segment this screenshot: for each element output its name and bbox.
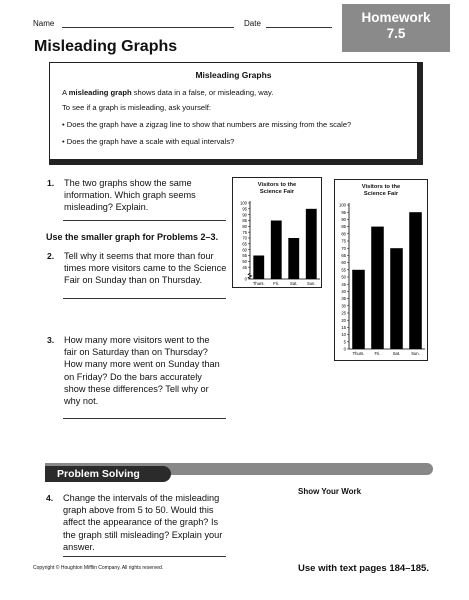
question-2-number: 2. bbox=[47, 251, 55, 261]
chart-1-category-label: Sat. bbox=[290, 281, 298, 286]
chart-2-bar-fri bbox=[371, 227, 384, 349]
bullet-intervals-text: Does the graph have a scale with equal intervals? bbox=[66, 137, 235, 146]
chart-2-tick-label: 40 bbox=[341, 289, 346, 294]
chart-1-tick-label: 0 bbox=[244, 276, 247, 282]
bullet-zigzag-text: Does the graph have a zigzag line to show that numbers are missing from the scale? bbox=[66, 120, 352, 129]
name-line[interactable] bbox=[62, 27, 234, 28]
chart-1-title-line1: Visitors to the bbox=[257, 182, 297, 188]
definition-box bbox=[49, 62, 423, 165]
copyright-text: Copyright © Houghton Mifflin Company. All rights reserved. bbox=[33, 565, 164, 571]
chart-1-bar-thurs bbox=[253, 256, 264, 280]
chart-2-tick-label: 100 bbox=[339, 202, 346, 208]
chart-1-tick-label: 55 bbox=[242, 253, 247, 259]
date-line[interactable] bbox=[266, 27, 332, 28]
chart-2-tick-label: 45 bbox=[341, 281, 346, 287]
question-3 bbox=[47, 334, 224, 407]
question-1-text: The two graphs show the same information. Which graph seems misleading? Explain. bbox=[64, 178, 196, 213]
question-1-number: 1. bbox=[47, 178, 55, 188]
chart-1-tick-label: 45 bbox=[242, 264, 247, 270]
chart-2-category-label: Thurs. bbox=[352, 351, 365, 356]
chart-1-bar-sun bbox=[306, 209, 317, 279]
chart-2-tick-label: 60 bbox=[341, 260, 346, 266]
chart-2-tick-label: 80 bbox=[341, 231, 346, 237]
chart-1-tick-label: 100 bbox=[240, 200, 247, 206]
question-1 bbox=[47, 177, 224, 214]
chart-2-tick-label: 70 bbox=[341, 245, 346, 251]
bullet-intervals: • Does the graph have a scale with equal intervals? bbox=[62, 137, 235, 146]
misleading-chart bbox=[232, 177, 322, 288]
chart-2-tick-label: 90 bbox=[341, 217, 346, 222]
chart-1-category-label: Thurs. bbox=[252, 281, 265, 286]
chart-2-tick-label: 55 bbox=[341, 267, 346, 273]
page-title: Misleading Graphs bbox=[34, 38, 178, 55]
date-label: Date bbox=[244, 19, 261, 28]
answer-line-3[interactable] bbox=[63, 418, 226, 419]
question-2-text: Tell why it seems that more than four times more visitors came to the Science Fair on Sunday than on Thursday. bbox=[64, 251, 227, 286]
chart-2-tick-label: 30 bbox=[341, 303, 346, 309]
chart-2-title-line2: Science Fair bbox=[363, 191, 399, 197]
name-label: Name bbox=[33, 19, 55, 28]
chart-2-plot bbox=[335, 180, 429, 362]
chart-2-tick-label: 75 bbox=[341, 238, 346, 244]
chart-1-tick-label: 90 bbox=[242, 212, 247, 218]
answer-line-4[interactable] bbox=[63, 556, 226, 557]
chart-2-tick-label: 0 bbox=[343, 346, 346, 352]
chart-1-tick-label: 80 bbox=[242, 223, 247, 229]
definition-text bbox=[62, 88, 273, 97]
chart-1-plot bbox=[233, 178, 323, 289]
chart-1-title-line2: Science Fair bbox=[259, 189, 295, 195]
chart-1-bar-fri bbox=[271, 221, 282, 280]
answer-line-2[interactable] bbox=[63, 298, 226, 299]
chart-2-tick-label: 20 bbox=[341, 317, 346, 323]
chart-1-tick-label: 60 bbox=[242, 247, 247, 253]
chart-2-bar-sun bbox=[409, 212, 422, 349]
chart-1-tick-label: 75 bbox=[242, 229, 247, 235]
question-3-number: 3. bbox=[47, 335, 55, 345]
chart-2-category-label: Sat. bbox=[392, 351, 401, 356]
chart-2-tick-label: 15 bbox=[341, 325, 346, 330]
definition-prefix: A bbox=[62, 88, 69, 97]
chart-2-tick-label: 50 bbox=[341, 274, 346, 280]
chart-1-tick-label: 50 bbox=[242, 258, 247, 264]
chart-2-tick-label: 35 bbox=[341, 296, 346, 302]
chart-2-tick-label: 85 bbox=[341, 224, 346, 230]
chart-2-tick-label: 95 bbox=[341, 209, 346, 215]
answer-line-1[interactable] bbox=[63, 220, 226, 221]
chart-1-tick-label: 65 bbox=[242, 241, 247, 247]
chart-2-bar-thurs bbox=[352, 270, 365, 349]
chart-1-category-label: Fri. bbox=[273, 281, 280, 286]
homework-badge bbox=[342, 4, 450, 52]
show-your-work-label: Show Your Work bbox=[298, 487, 362, 496]
bullet-zigzag: • Does the graph have a zigzag line to show that numbers are missing from the scale? bbox=[62, 120, 352, 129]
question-4-text: Change the intervals of the misleading graph above from 5 to 50. Would this affect the appearance of the graph? Is the graph still misleading? Explain your answer. bbox=[63, 493, 223, 552]
question-3-text: How many more visitors went to the fair on Saturday than on Thursday? How many more went on Sunday than on Friday? Do the bars accurately show these differences? Tell why or why not. bbox=[64, 335, 220, 407]
homework-number: 7.5 bbox=[386, 26, 406, 41]
question-2 bbox=[47, 250, 234, 287]
chart-2-category-label: Fri. bbox=[374, 351, 381, 356]
chart-1-category-label: Sun. bbox=[306, 281, 316, 286]
chart-2-tick-label: 25 bbox=[341, 310, 346, 316]
chart-1-tick-label: 70 bbox=[242, 235, 247, 241]
chart-2-tick-label: 65 bbox=[341, 253, 346, 258]
chart-2-tick-label: 5 bbox=[343, 339, 346, 345]
definition-box-title: Misleading Graphs bbox=[195, 70, 272, 80]
chart-2-category-label: Sun. bbox=[411, 351, 420, 356]
chart-2-title-line1: Visitors to the bbox=[361, 184, 401, 190]
question-4 bbox=[46, 492, 233, 553]
ask-yourself-text: To see if a graph is misleading, ask yourself: bbox=[62, 103, 211, 112]
definition-term: misleading graph bbox=[68, 88, 132, 97]
chart-2-bar-sat bbox=[390, 248, 403, 349]
instruction-text: Use the smaller graph for Problems 2–3. bbox=[46, 232, 219, 242]
chart-1-tick-label: 95 bbox=[242, 206, 247, 212]
text-pages-reference: Use with text pages 184–185. bbox=[298, 563, 429, 574]
question-4-number: 4. bbox=[46, 493, 54, 503]
chart-1-tick-label: 85 bbox=[242, 218, 247, 224]
chart-2-tick-label: 10 bbox=[341, 332, 346, 338]
full-scale-chart bbox=[334, 179, 428, 361]
definition-suffix: shows data in a false, or misleading, way. bbox=[131, 88, 274, 97]
chart-1-bar-sat bbox=[288, 238, 299, 279]
problem-solving-label: Problem Solving bbox=[45, 466, 171, 482]
homework-label: Homework bbox=[361, 10, 431, 25]
